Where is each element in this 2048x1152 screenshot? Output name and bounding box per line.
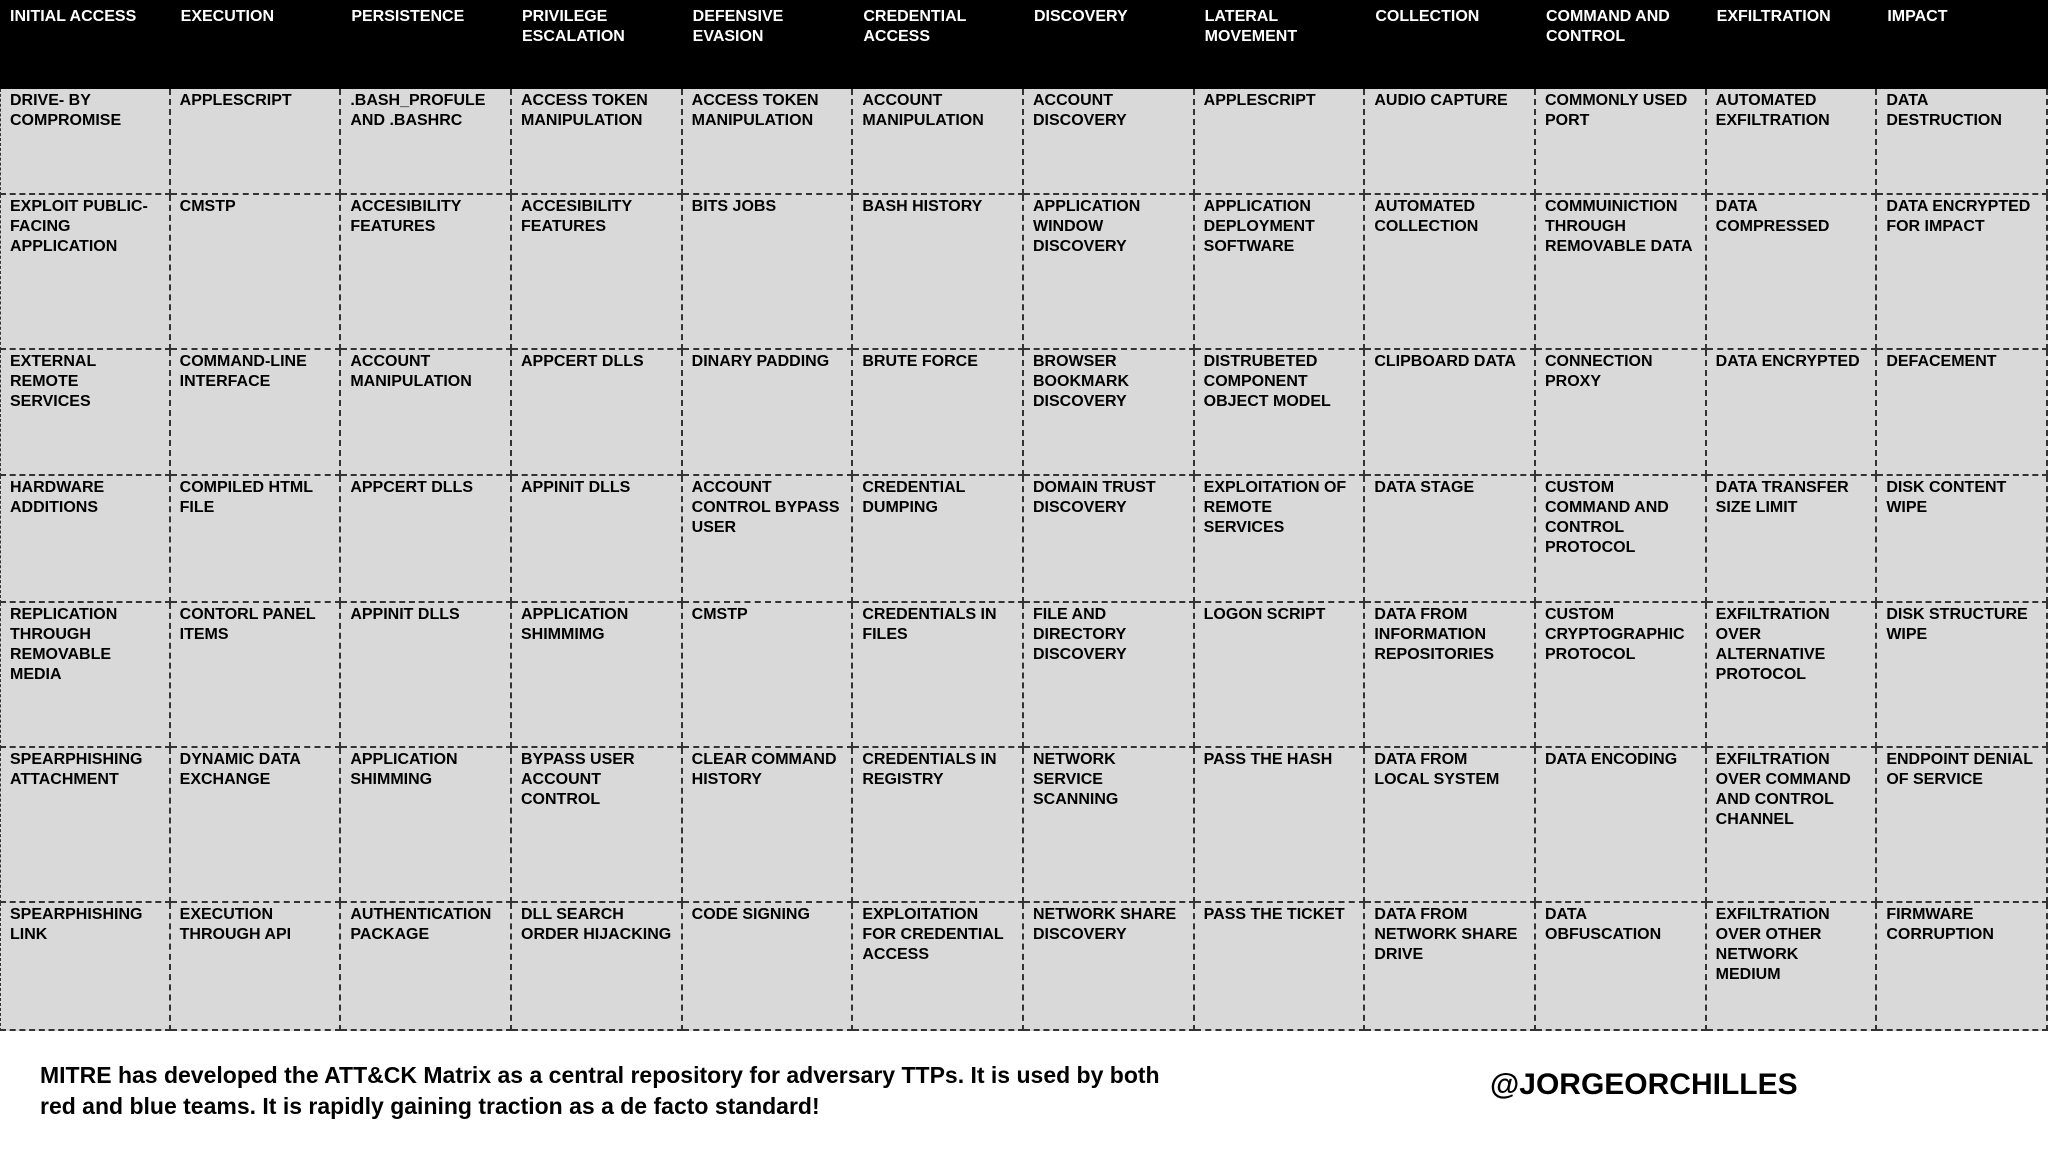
technique-cell: CLIPBOARD DATA	[1365, 350, 1536, 476]
technique-cell: EXECUTION THROUGH API	[171, 903, 342, 1031]
tactic-header: IMPACT	[1877, 0, 2048, 89]
technique-cell: DATA TRANSFER SIZE LIMIT	[1707, 476, 1878, 603]
technique-cell: CREDENTIALS IN REGISTRY	[853, 748, 1024, 903]
technique-cell: DATA DESTRUCTION	[1877, 89, 2048, 195]
technique-cell: ACCESIBILITY FEATURES	[341, 195, 512, 350]
technique-cell: DOMAIN TRUST DISCOVERY	[1024, 476, 1195, 603]
technique-cell: APPLESCRIPT	[1195, 89, 1366, 195]
technique-cell: ENDPOINT DENIAL OF SERVICE	[1877, 748, 2048, 903]
technique-cell: BASH HISTORY	[853, 195, 1024, 350]
technique-cell: SPEARPHISHING ATTACHMENT	[0, 748, 171, 903]
technique-cell: BITS JOBS	[683, 195, 854, 350]
technique-cell: SPEARPHISHING LINK	[0, 903, 171, 1031]
technique-cell: DATA OBFUSCATION	[1536, 903, 1707, 1031]
technique-cell: EXPLOITATION FOR CREDENTIAL ACCESS	[853, 903, 1024, 1031]
tactic-header: INITIAL ACCESS	[0, 0, 171, 89]
technique-cell: APPLESCRIPT	[171, 89, 342, 195]
tactic-header: PRIVILEGE ESCALATION	[512, 0, 683, 89]
tactic-header: CREDENTIAL ACCESS	[853, 0, 1024, 89]
footer-description: MITRE has developed the ATT&CK Matrix as a central repository for adversary TTPs. It is used by both red and blue teams. It is rapidly gaining traction as a de facto standard!	[40, 1062, 1160, 1119]
technique-cell: DATA FROM INFORMATION REPOSITORIES	[1365, 603, 1536, 748]
technique-cell: EXPLOIT PUBLIC-FACING APPLICATION	[0, 195, 171, 350]
technique-cell: COMMONLY USED PORT	[1536, 89, 1707, 195]
technique-cell: CREDENTIAL DUMPING	[853, 476, 1024, 603]
technique-cell: DATA ENCODING	[1536, 748, 1707, 903]
technique-cell: COMMUINICTION THROUGH REMOVABLE DATA	[1536, 195, 1707, 350]
technique-cell: .BASH_PROFULE AND .BASHRC	[341, 89, 512, 195]
tactic-header: EXFILTRATION	[1707, 0, 1878, 89]
technique-cell: DISTRUBETED COMPONENT OBJECT MODEL	[1195, 350, 1366, 476]
tactic-header: COMMAND AND CONTROL	[1536, 0, 1707, 89]
technique-cell: DATA FROM LOCAL SYSTEM	[1365, 748, 1536, 903]
technique-cell: FIRMWARE CORRUPTION	[1877, 903, 2048, 1031]
technique-cell: DINARY PADDING	[683, 350, 854, 476]
technique-cell: EXFILTRATION OVER OTHER NETWORK MEDIUM	[1707, 903, 1878, 1031]
technique-cell: COMMAND-LINE INTERFACE	[171, 350, 342, 476]
technique-cell: HARDWARE ADDITIONS	[0, 476, 171, 603]
technique-cell: APPLICATION DEPLOYMENT SOFTWARE	[1195, 195, 1366, 350]
technique-cell: APPINIT DLLS	[512, 476, 683, 603]
technique-cell: COMPILED HTML FILE	[171, 476, 342, 603]
technique-cell: APPCERT DLLS	[341, 476, 512, 603]
tactic-header: EXECUTION	[171, 0, 342, 89]
technique-cell: CUSTOM CRYPTOGRAPHIC PROTOCOL	[1536, 603, 1707, 748]
technique-cell: ACCOUNT CONTROL BYPASS USER	[683, 476, 854, 603]
technique-cell: PASS THE HASH	[1195, 748, 1366, 903]
technique-cell: EXTERNAL REMOTE SERVICES	[0, 350, 171, 476]
technique-cell: REPLICATION THROUGH REMOVABLE MEDIA	[0, 603, 171, 748]
technique-cell: CREDENTIALS IN FILES	[853, 603, 1024, 748]
technique-cell: CONTORL PANEL ITEMS	[171, 603, 342, 748]
tactic-header: DEFENSIVE EVASION	[683, 0, 854, 89]
technique-cell: DATA ENCRYPTED FOR IMPACT	[1877, 195, 2048, 350]
technique-cell: ACCESIBILITY FEATURES	[512, 195, 683, 350]
author-handle: @JORGEORCHILLES	[1490, 1068, 1798, 1101]
technique-cell: EXPLOITATION OF REMOTE SERVICES	[1195, 476, 1366, 603]
technique-cell: CONNECTION PROXY	[1536, 350, 1707, 476]
technique-cell: APPLICATION WINDOW DISCOVERY	[1024, 195, 1195, 350]
technique-cell: LOGON SCRIPT	[1195, 603, 1366, 748]
technique-cell: DATA FROM NETWORK SHARE DRIVE	[1365, 903, 1536, 1031]
tactic-header: COLLECTION	[1365, 0, 1536, 89]
technique-cell: CUSTOM COMMAND AND CONTROL PROTOCOL	[1536, 476, 1707, 603]
technique-cell: ACCOUNT MANIPULATION	[853, 89, 1024, 195]
technique-cell: NETWORK SHARE DISCOVERY	[1024, 903, 1195, 1031]
technique-cell: CLEAR COMMAND HISTORY	[683, 748, 854, 903]
technique-cell: ACCESS TOKEN MANIPULATION	[683, 89, 854, 195]
tactic-header: LATERAL MOVEMENT	[1195, 0, 1366, 89]
technique-cell: BRUTE FORCE	[853, 350, 1024, 476]
technique-cell: EXFILTRATION OVER ALTERNATIVE PROTOCOL	[1707, 603, 1878, 748]
tactic-header: DISCOVERY	[1024, 0, 1195, 89]
technique-cell: DEFACEMENT	[1877, 350, 2048, 476]
technique-cell: DYNAMIC DATA EXCHANGE	[171, 748, 342, 903]
technique-cell: PASS THE TICKET	[1195, 903, 1366, 1031]
technique-cell: AUTOMATED COLLECTION	[1365, 195, 1536, 350]
technique-cell: BROWSER BOOKMARK DISCOVERY	[1024, 350, 1195, 476]
technique-cell: CODE SIGNING	[683, 903, 854, 1031]
technique-cell: DISK STRUCTURE WIPE	[1877, 603, 2048, 748]
technique-cell: NETWORK SERVICE SCANNING	[1024, 748, 1195, 903]
technique-cell: EXFILTRATION OVER COMMAND AND CONTROL CHANNEL	[1707, 748, 1878, 903]
technique-cell: ACCOUNT MANIPULATION	[341, 350, 512, 476]
technique-cell: DATA STAGE	[1365, 476, 1536, 603]
technique-cell: AUTOMATED EXFILTRATION	[1707, 89, 1878, 195]
technique-cell: APPINIT DLLS	[341, 603, 512, 748]
technique-cell: DATA COMPRESSED	[1707, 195, 1878, 350]
technique-cell: APPLICATION SHIMMING	[341, 748, 512, 903]
technique-cell: BYPASS USER ACCOUNT CONTROL	[512, 748, 683, 903]
technique-cell: CMSTP	[171, 195, 342, 350]
technique-cell: DATA ENCRYPTED	[1707, 350, 1878, 476]
technique-cell: APPCERT DLLS	[512, 350, 683, 476]
technique-cell: FILE AND DIRECTORY DISCOVERY	[1024, 603, 1195, 748]
technique-cell: DLL SEARCH ORDER HIJACKING	[512, 903, 683, 1031]
tactic-header: PERSISTENCE	[341, 0, 512, 89]
technique-cell: CMSTP	[683, 603, 854, 748]
technique-cell: ACCOUNT DISCOVERY	[1024, 89, 1195, 195]
technique-cell: AUDIO CAPTURE	[1365, 89, 1536, 195]
technique-cell: DISK CONTENT WIPE	[1877, 476, 2048, 603]
technique-cell: DRIVE- BY COMPROMISE	[0, 89, 171, 195]
technique-cell: AUTHENTICATION PACKAGE	[341, 903, 512, 1031]
technique-cell: APPLICATION SHIMMIMG	[512, 603, 683, 748]
technique-cell: ACCESS TOKEN MANIPULATION	[512, 89, 683, 195]
